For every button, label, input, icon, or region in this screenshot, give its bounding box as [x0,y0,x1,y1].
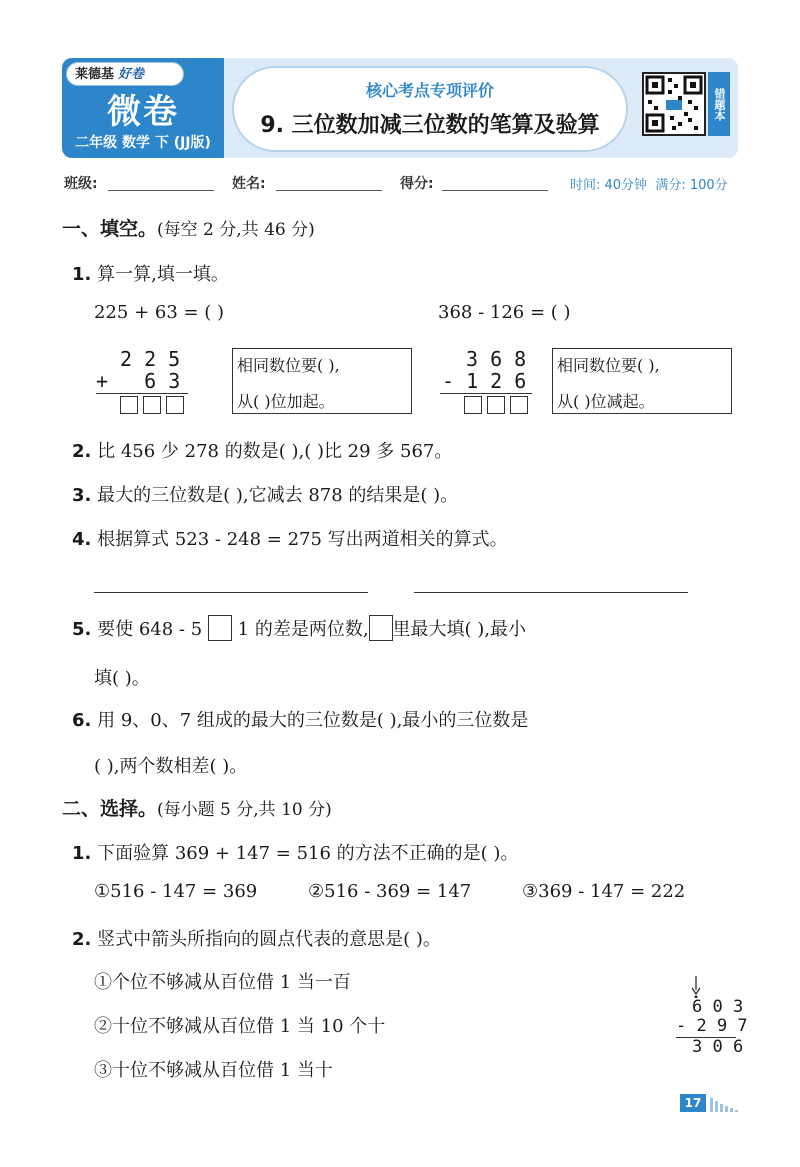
answer-box[interactable] [166,396,184,414]
answer-box[interactable] [143,396,161,414]
question-text: 要使 648 - 5 [97,619,203,640]
brand-logo-text: 莱德基 [75,67,115,82]
vertical-add-bottom: + 6 3 [96,369,181,393]
grade-label: 二年级 数学 下 (JJ版) [75,135,211,151]
question-text[interactable]: 比 456 少 278 的数是( ),( )比 29 多 567。 [97,441,453,462]
digit-box[interactable] [369,615,393,641]
question-number: 1. [72,843,92,864]
section-2-note: (每小题 5 分,共 10 分) [157,800,332,820]
hint-box-add [232,348,412,414]
time-info [570,174,728,193]
question-1-5 [72,615,526,641]
score-label: 得分: [400,176,434,192]
answer-box[interactable] [487,396,505,414]
option-2-2-1[interactable]: ①个位不够减从百位借 1 当一百 [94,972,351,993]
subtitle: 核心考点专项评价 [365,81,494,100]
question-2-2 [72,925,441,951]
brand-logo [66,62,184,86]
name-label: 姓名: [232,176,266,192]
hint-box-subtract [552,348,732,414]
question-1-6 [72,706,528,732]
answer-box[interactable] [510,396,528,414]
qr-code-icon[interactable] [642,72,706,136]
question-1-2 [72,437,452,463]
hint-sub-line-2[interactable]: 从( )位减起。 [557,392,655,411]
section-2-heading [62,794,332,821]
question-number: 1. [72,264,92,285]
section-1-note: (每空 2 分,共 46 分) [157,220,315,240]
option-2-2-3[interactable]: ③十位不够减从百位借 1 当十 [94,1060,333,1081]
question-number: 6. [72,710,92,731]
score-field[interactable] [442,190,548,191]
option-2-1-1[interactable]: ①516 - 147 = 369 [94,881,258,902]
vertical-add-top: 2 2 5 [120,347,181,371]
name-field[interactable] [276,190,382,191]
equation-add[interactable]: 225 + 63 = ( ) [94,302,225,323]
page-number: 17 [680,1094,706,1112]
vertical-sub-2-bottom: 3 0 6 [692,1037,744,1057]
question-number: 4. [72,529,92,550]
option-2-2-2[interactable]: ②十位不够减从百位借 1 当 10 个十 [94,1016,386,1037]
hint-sub-line-1[interactable]: 相同数位要( ), [557,356,660,375]
section-1-title: 一、填空。 [62,218,158,240]
question-1-1 [72,260,229,286]
question-1-6-cont[interactable]: ( ),两个数相差( )。 [94,756,248,777]
brand-title: 微卷 [107,92,179,132]
answer-box[interactable] [464,396,482,414]
question-text[interactable]: 里最大填( ),最小 [392,619,527,640]
vertical-sub-2-top: 6 0 3 [692,997,744,1017]
class-label: 班级: [64,176,98,192]
answer-line-1[interactable] [94,592,368,593]
class-field[interactable] [108,190,214,191]
page-title: 9. 三位数加减三位数的笔算及验算 [260,113,600,138]
hint-add-line-1[interactable]: 相同数位要( ), [237,356,340,375]
full-score: 满分: 100分 [655,178,728,193]
time-limit: 时间: 40分钟 [570,178,648,193]
bars-icon [710,1096,738,1116]
question-1-4 [72,525,508,551]
option-2-1-2[interactable]: ②516 - 369 = 147 [308,881,472,902]
question-text[interactable]: 下面验算 369 + 147 = 516 的方法不正确的是( )。 [97,843,519,864]
question-text[interactable]: 用 9、0、7 组成的最大的三位数是( ),最小的三位数是 [97,710,529,731]
question-1-5-cont[interactable]: 填( )。 [94,668,150,689]
vertical-sub-rule [440,393,532,394]
question-2-1 [72,839,518,865]
option-2-1-3[interactable]: ③369 - 147 = 222 [522,881,686,902]
vertical-sub-top: 3 6 8 [466,347,527,371]
vertical-sub-2-mid: - 2 9 7 [676,1016,748,1036]
question-text: 算一算,填一填。 [97,264,229,285]
question-1-3 [72,481,458,507]
vertical-add-rule [96,393,188,394]
hint-add-line-2[interactable]: 从( )位加起。 [237,392,335,411]
answer-box[interactable] [120,396,138,414]
equation-subtract[interactable]: 368 - 126 = ( ) [438,302,571,323]
vertical-sub-bottom: - 1 2 6 [442,369,527,393]
question-text: 根据算式 523 - 248 = 275 写出两道相关的算式。 [97,529,508,550]
brand-logo-hao: 好卷 [118,67,145,82]
answer-line-2[interactable] [414,592,688,593]
qr-label: 错题本 [708,72,730,136]
section-1-heading [62,214,315,241]
question-text: 1 的差是两位数, [237,619,369,640]
question-number: 2. [72,929,92,950]
section-2-title: 二、选择。 [62,798,158,820]
question-number: 2. [72,441,92,462]
question-text[interactable]: 竖式中箭头所指向的圆点代表的意思是( )。 [97,929,441,950]
question-number: 3. [72,485,92,506]
question-text[interactable]: 最大的三位数是( ),它减去 878 的结果是( )。 [97,485,459,506]
question-number: 5. [72,619,92,640]
digit-box[interactable] [208,615,232,641]
